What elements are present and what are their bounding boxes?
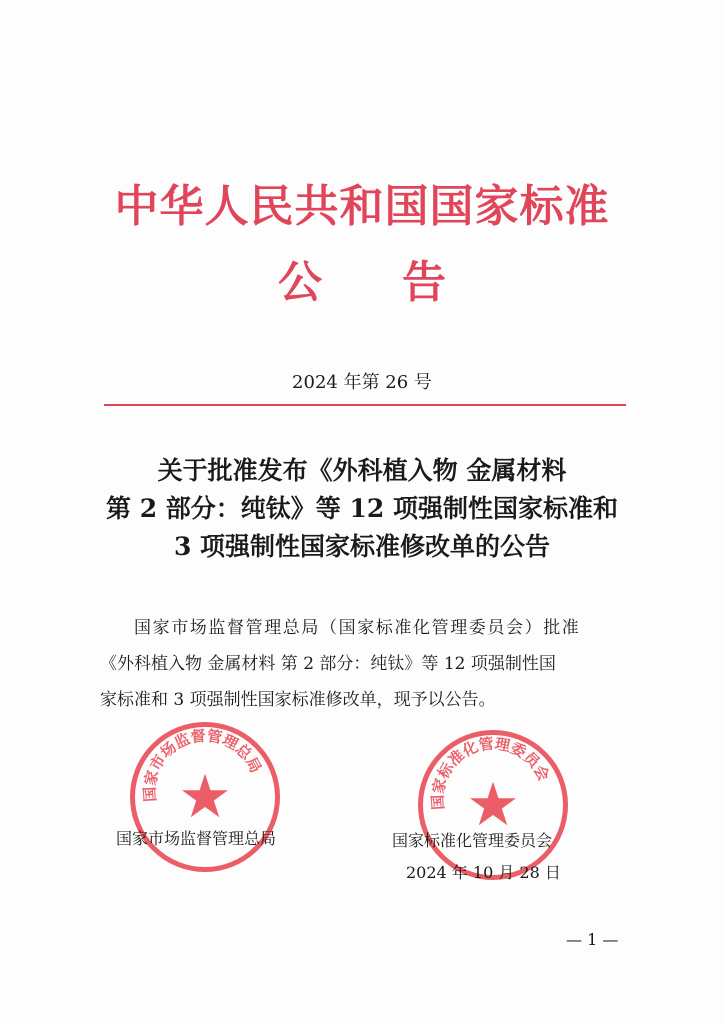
seal-right-text: 国家标准化管理委员会 xyxy=(428,735,553,811)
seal-right-star-icon: ★ xyxy=(466,770,520,840)
red-divider-line xyxy=(104,404,626,406)
masthead-subtitle: 公告 xyxy=(278,257,526,308)
masthead-title: 中华人民共和国国家标准 xyxy=(114,181,610,232)
seal-left-text: 国家市场监督管理总局 xyxy=(140,727,265,803)
signature-left: 国家市场监督管理总局 xyxy=(116,829,277,848)
body-line-2: 《外科植入物 金属材料 第 2 部分：纯钛》等 12 项强制性国 xyxy=(100,654,556,674)
document-title-line-3: 3 项强制性国家标准修改单的公告 xyxy=(173,532,551,561)
seal-left-star-icon: ★ xyxy=(178,762,232,832)
body-line-3: 家标准和 3 项强制性国家标准修改单，现予以公告。 xyxy=(100,690,496,710)
body-line-1: 国家市场监督管理总局（国家标准化管理委员会）批准 xyxy=(134,618,581,638)
signature-date: 2024 年 10 月 28 日 xyxy=(406,863,561,882)
issue-number: 2024 年第 26 号 xyxy=(292,372,432,393)
official-seal-left xyxy=(130,722,280,872)
announcement-body xyxy=(100,610,660,718)
document-title-line-1: 关于批准发布《外科植入物 金属材料 xyxy=(157,456,567,485)
signature-right: 国家标准化管理委员会 xyxy=(392,831,553,850)
page-number: — 1 — xyxy=(566,930,619,949)
official-seal-right xyxy=(418,730,568,880)
document-title xyxy=(0,452,724,566)
document-title-line-2: 第 2 部分：纯钛》等 12 项强制性国家标准和 xyxy=(105,494,618,523)
